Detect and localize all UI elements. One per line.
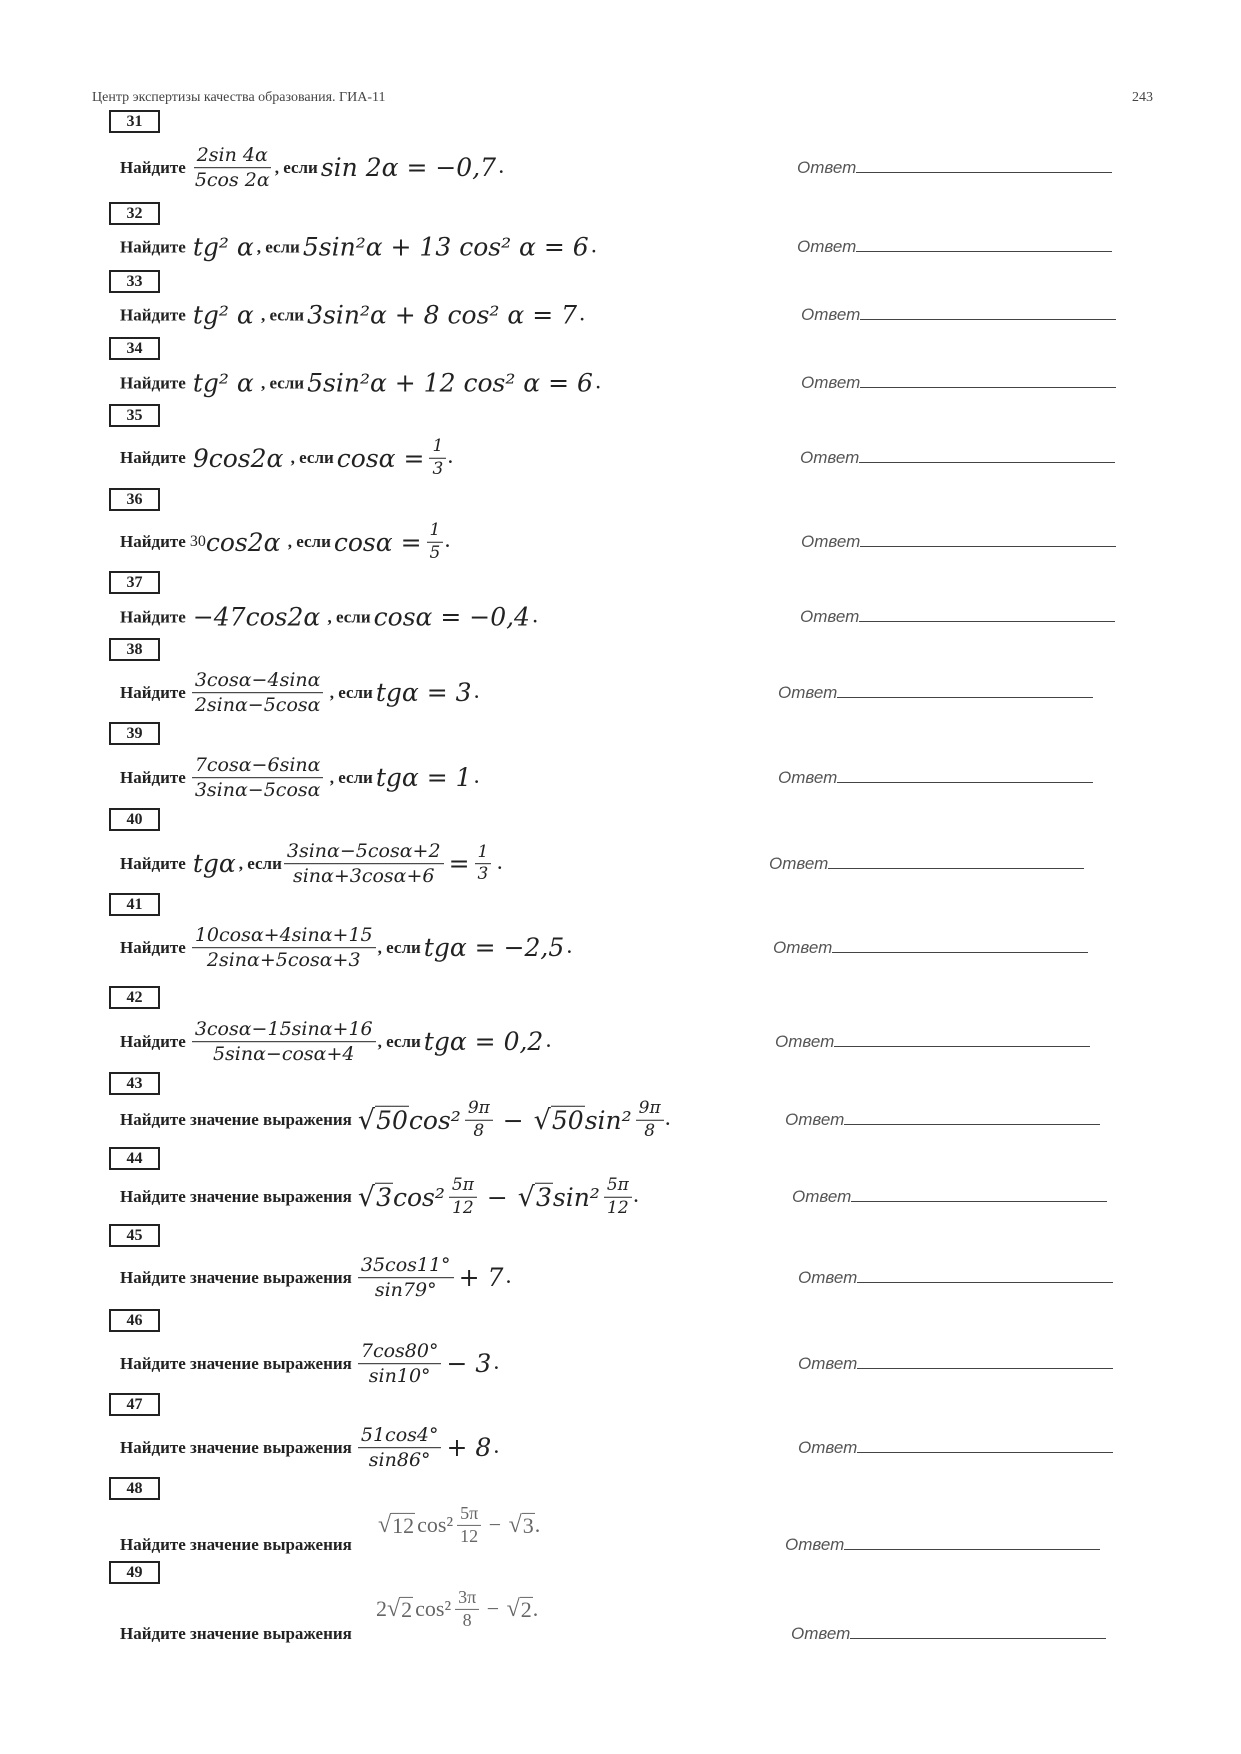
radicand: 3 [535, 1183, 552, 1212]
prompt-text: Найдите [120, 1032, 186, 1051]
fraction-denominator: 8 [462, 1609, 472, 1630]
square-root [358, 1106, 409, 1134]
prompt-text: Найдите значение выражения [120, 1438, 352, 1457]
target-expression: 9cos2α [192, 443, 284, 473]
minus-sign: − [483, 1512, 507, 1537]
answer-field [792, 1187, 1107, 1207]
fraction [192, 143, 273, 193]
trig-term: cos² [408, 1105, 461, 1135]
fraction-denominator: sin79° [374, 1279, 437, 1302]
condition-expression: cosα = [333, 527, 422, 557]
minus-sign: − [481, 1596, 505, 1621]
answer-blank [850, 1624, 1106, 1639]
condition-word: , если [325, 683, 373, 702]
radical-sign: √ [517, 1182, 535, 1213]
fraction-numerator: 3cosα−4sinα [192, 668, 324, 693]
fraction-numerator: 35cos11° [358, 1253, 454, 1278]
prompt-text: Найдите [120, 768, 186, 787]
answer-field [801, 305, 1116, 325]
square-root [378, 1513, 415, 1537]
prompt-text: Найдите значение выражения [120, 1268, 352, 1287]
problem-statement [120, 603, 537, 632]
radicand: 3 [376, 1183, 392, 1212]
fraction-denominator: 3 [477, 864, 489, 885]
answer-label: Ответ [769, 854, 829, 873]
fraction [358, 1253, 454, 1303]
target-expression: tg² α [192, 232, 254, 262]
fraction-denominator: 8 [473, 1120, 485, 1141]
problem-statement [120, 668, 479, 718]
answer-blank [844, 1535, 1100, 1550]
fraction-denominator: 12 [607, 1197, 629, 1218]
period: . [665, 1110, 670, 1129]
condition-word: , если [274, 158, 318, 177]
answer-blank [837, 768, 1093, 783]
problem-36 [0, 488, 1241, 563]
fraction [192, 668, 324, 718]
condition-word: , если [238, 854, 282, 873]
answer-blank [857, 1268, 1113, 1283]
problem-number: 41 [109, 893, 160, 916]
period: . [567, 938, 572, 957]
prompt-text: Найдите значение выражения [120, 1624, 352, 1643]
minus-sign: − [494, 1105, 532, 1135]
coefficient: 2 [376, 1596, 387, 1621]
fraction-numerator: 51cos4° [358, 1423, 442, 1448]
fraction-denominator: 3 [432, 458, 444, 479]
answer-label: Ответ [775, 1032, 835, 1051]
period: . [546, 1032, 551, 1051]
fraction-denominator: 2sinα−5cosα [194, 694, 321, 717]
answer-label: Ответ [778, 683, 838, 702]
problem-statement [120, 923, 572, 973]
fraction [465, 1098, 493, 1143]
problem-35 [0, 404, 1241, 479]
fraction-numerator: 3π [455, 1587, 479, 1610]
problem-statement [120, 1339, 499, 1389]
period: . [474, 768, 479, 787]
period: . [474, 683, 479, 702]
square-root [387, 1597, 413, 1621]
problem-number: 38 [109, 638, 160, 661]
answer-field [797, 237, 1112, 257]
answer-field [798, 1354, 1113, 1374]
fraction [358, 1423, 442, 1473]
target-expression: −47cos2α [192, 602, 321, 632]
period: . [534, 1512, 541, 1537]
trig-term: cos² [393, 1182, 445, 1212]
answer-blank [860, 373, 1116, 388]
condition-expression: 5sin²α + 12 cos² α = 6 [307, 368, 593, 398]
period: . [532, 607, 538, 626]
answer-blank [828, 854, 1084, 869]
condition-expression: 5sin²α + 13 cos² α = 6 [302, 232, 589, 262]
problem-37 [0, 571, 1241, 632]
problem-number: 40 [109, 808, 160, 831]
prompt-text: Найдите [120, 305, 186, 324]
page-number: 243 [1132, 90, 1153, 105]
target-expression: tgα [192, 849, 236, 879]
answer-blank [856, 158, 1112, 173]
answer-blank [860, 305, 1116, 320]
radicand: 3 [522, 1512, 534, 1538]
fraction-denominator: 12 [460, 1525, 479, 1546]
answer-label: Ответ [798, 1438, 858, 1457]
fraction-denominator: sin10° [368, 1365, 431, 1388]
fraction-denominator: 5cos 2α [194, 169, 270, 192]
fraction [192, 753, 324, 803]
problem-number: 33 [109, 270, 160, 293]
square-root [358, 1183, 393, 1211]
target-expression: cos2α [205, 527, 281, 557]
fraction-numerator: 3sinα−5cosα+2 [284, 839, 444, 864]
fraction [455, 1587, 479, 1631]
fraction [358, 1339, 442, 1389]
radical-sign: √ [357, 1182, 376, 1213]
answer-field [778, 768, 1093, 788]
page-header [92, 90, 1153, 106]
fraction-numerator: 5π [449, 1175, 477, 1198]
answer-label: Ответ [773, 938, 833, 957]
answer-blank [857, 1354, 1113, 1369]
fraction-denominator: 2sinα+5cosα+3 [206, 949, 361, 972]
problem-statement [120, 1624, 352, 1644]
radicand: 50 [551, 1106, 584, 1135]
fraction-numerator: 1 [429, 436, 446, 459]
condition-expression: sin 2α = −0,7 [320, 153, 497, 183]
condition-word: , если [377, 1032, 421, 1051]
answer-field [785, 1110, 1100, 1130]
fraction-numerator: 7cos80° [358, 1339, 442, 1364]
radicand: 12 [392, 1512, 415, 1538]
condition-expression: 3sin²α + 8 cos² α = 7 [307, 300, 578, 330]
answer-field [801, 373, 1116, 393]
condition-expression: cosα = −0,4 [373, 602, 530, 632]
period: . [448, 448, 453, 467]
fraction-denominator: sinα+3cosα+6 [292, 865, 435, 888]
prompt-text: Найдите [120, 158, 186, 177]
problem-number: 46 [109, 1309, 160, 1332]
target-expression: tg² α [192, 300, 254, 330]
problem-statement [120, 839, 502, 889]
prompt-text: Найдите значение выражения [120, 1110, 352, 1129]
prompt-text: Найдите [120, 532, 186, 551]
period: . [580, 305, 585, 324]
square-root [534, 1106, 585, 1134]
condition-expression: tgα = 0,2 [423, 1027, 544, 1057]
radical-sign: √ [506, 1596, 520, 1623]
tail-expression: + 7 [458, 1263, 504, 1293]
fraction-denominator: sin86° [368, 1449, 431, 1472]
minus-sign: − [478, 1182, 516, 1212]
answer-blank [859, 448, 1115, 463]
radical-sign: √ [508, 1512, 522, 1539]
condition-word: , если [325, 768, 373, 787]
fraction-numerator: 10cosα+4sinα+15 [192, 923, 376, 948]
answer-label: Ответ [797, 158, 857, 177]
fraction-numerator: 1 [427, 520, 444, 543]
condition-expression: tgα = 1 [375, 763, 472, 793]
prompt-text: Найдите [120, 607, 186, 626]
prompt-text: Найдите [120, 938, 186, 957]
answer-label: Ответ [785, 1535, 845, 1554]
answer-label: Ответ [791, 1624, 851, 1643]
condition-word: , если [256, 373, 305, 392]
problem-33 [0, 270, 1241, 330]
answer-blank [859, 607, 1115, 622]
fraction-numerator: 5π [457, 1503, 481, 1526]
fraction [636, 1098, 664, 1143]
radical-sign: √ [357, 1105, 376, 1136]
answer-label: Ответ [800, 448, 860, 467]
fraction [427, 520, 444, 565]
answer-field [800, 607, 1115, 627]
condition-word: , если [377, 938, 421, 957]
answer-label: Ответ [798, 1268, 858, 1287]
trig-term: sin² [584, 1105, 632, 1135]
problem-number: 42 [109, 986, 160, 1009]
answer-blank [837, 683, 1093, 698]
problem-number: 49 [109, 1561, 160, 1584]
answer-blank [832, 938, 1088, 953]
condition-word: , если [256, 305, 305, 324]
problem-number: 47 [109, 1393, 160, 1416]
period: . [494, 1438, 499, 1457]
fraction-denominator: 5 [429, 542, 441, 563]
problem-number: 43 [109, 1072, 160, 1095]
problem-number: 37 [109, 571, 160, 594]
answer-label: Ответ [801, 305, 861, 324]
prompt-text: Найдите [120, 448, 186, 467]
problem-number: 36 [109, 488, 160, 511]
problem-statement [120, 1175, 638, 1220]
problem-statement [120, 1253, 511, 1303]
problem-number: 48 [109, 1477, 160, 1500]
condition-word: , если [286, 448, 334, 467]
trig-term: cos² [417, 1512, 454, 1537]
answer-label: Ответ [778, 768, 838, 787]
fraction-numerator: 9π [465, 1098, 493, 1121]
answer-field [773, 938, 1088, 958]
fraction [604, 1175, 632, 1220]
problem-statement [120, 1535, 352, 1555]
condition-expression: tgα = −2,5 [423, 933, 565, 963]
answer-label: Ответ [801, 373, 861, 392]
tail-expression: + 8 [446, 1433, 492, 1463]
header-title: Центр экспертизы качества образования. ГИА-11 [92, 90, 386, 105]
problem-statement [120, 1423, 499, 1473]
target-expression: tg² α [192, 368, 254, 398]
fraction [449, 1175, 477, 1220]
answer-label: Ответ [801, 532, 861, 551]
problem-45 [0, 1224, 1241, 1302]
answer-blank [844, 1110, 1100, 1125]
answer-blank [857, 1438, 1113, 1453]
prompt-text: Найдите [120, 237, 186, 256]
fraction-numerator: 5π [604, 1175, 632, 1198]
problem-32 [0, 202, 1241, 262]
problem-number: 32 [109, 202, 160, 225]
square-root [509, 1513, 535, 1537]
fraction-denominator: 3sinα−5cosα [194, 779, 321, 802]
period: . [506, 1268, 511, 1287]
prompt-text: Найдите значение выражения [120, 1187, 352, 1206]
problem-34 [0, 337, 1241, 398]
problem-statement [120, 143, 503, 193]
problem-statement [120, 436, 453, 481]
fraction [192, 1017, 376, 1067]
problem-number: 34 [109, 337, 160, 360]
period: . [532, 1596, 539, 1621]
answer-label: Ответ [797, 237, 857, 256]
radical-sign: √ [387, 1596, 401, 1623]
answer-field [785, 1535, 1100, 1555]
fraction-numerator: 2sin 4α [194, 143, 271, 168]
problem-statement [120, 369, 600, 398]
condition-word: , если [256, 237, 300, 256]
condition-expression: tgα = 3 [375, 678, 472, 708]
answer-field [769, 854, 1084, 874]
answer-field [791, 1624, 1106, 1644]
coefficient: 30 [189, 533, 206, 550]
answer-field [798, 1438, 1113, 1458]
prompt-text: Найдите [120, 683, 186, 702]
condition-word: , если [283, 532, 331, 551]
prompt-text: Найдите [120, 373, 186, 392]
problem-statement [120, 233, 596, 262]
answer-blank [834, 1032, 1090, 1047]
period: . [633, 1187, 639, 1206]
fraction-denominator: 5sinα−cosα+4 [212, 1043, 355, 1066]
prompt-text: Найдите [120, 854, 186, 873]
radicand: 2 [520, 1596, 532, 1622]
radicand: 50 [376, 1106, 408, 1135]
prompt-text: Найдите значение выражения [120, 1354, 352, 1373]
period: . [445, 532, 450, 551]
problem-number: 39 [109, 722, 160, 745]
period: . [591, 237, 596, 256]
answer-blank [856, 237, 1112, 252]
answer-label: Ответ [792, 1187, 852, 1206]
problem-number: 31 [109, 110, 160, 133]
problem-number: 44 [109, 1147, 160, 1170]
answer-field [798, 1268, 1113, 1288]
trig-term: sin² [552, 1182, 600, 1212]
period: . [595, 373, 601, 392]
problem-statement [120, 301, 584, 330]
square-root [518, 1183, 553, 1211]
problem-number: 35 [109, 404, 160, 427]
problem-statement [120, 1098, 670, 1143]
formula [376, 1587, 538, 1631]
problem-47 [0, 1393, 1241, 1472]
fraction-numerator: 7cosα−6sinα [192, 753, 324, 778]
answer-field [778, 683, 1093, 703]
fraction-numerator: 3cosα−15sinα+16 [192, 1017, 376, 1042]
fraction [192, 923, 376, 973]
problem-number: 45 [109, 1224, 160, 1247]
radicand: 2 [401, 1596, 413, 1622]
formula [376, 1503, 540, 1547]
radical-sign: √ [378, 1512, 392, 1539]
answer-label: Ответ [800, 607, 860, 626]
answer-blank [860, 532, 1116, 547]
period: . [499, 158, 504, 177]
fraction [457, 1503, 481, 1547]
fraction-numerator: 9π [636, 1098, 664, 1121]
period: . [494, 1354, 499, 1373]
condition-word: , если [323, 607, 371, 626]
fraction-denominator: 8 [644, 1120, 656, 1141]
radical-sign: √ [533, 1105, 551, 1136]
answer-label: Ответ [798, 1354, 858, 1373]
fraction [475, 842, 492, 887]
problem-statement [120, 1017, 551, 1067]
answer-field [797, 158, 1112, 178]
fraction [284, 839, 444, 889]
problem-statement [120, 520, 450, 565]
fraction-numerator: 1 [475, 842, 492, 865]
prompt-text: Найдите значение выражения [120, 1535, 352, 1554]
answer-label: Ответ [785, 1110, 845, 1129]
tail-expression: − 3 [446, 1349, 492, 1379]
answer-field [801, 532, 1116, 552]
answer-blank [851, 1187, 1107, 1202]
problem-46 [0, 1309, 1241, 1388]
period: . [493, 854, 502, 873]
equals-sign: = [448, 849, 470, 879]
fraction [429, 436, 446, 481]
square-root [507, 1597, 533, 1621]
trig-term: cos² [415, 1596, 452, 1621]
answer-field [800, 448, 1115, 468]
condition-expression: cosα = [336, 443, 425, 473]
answer-field [775, 1032, 1090, 1052]
problem-statement [120, 753, 479, 803]
fraction-denominator: 12 [452, 1197, 474, 1218]
